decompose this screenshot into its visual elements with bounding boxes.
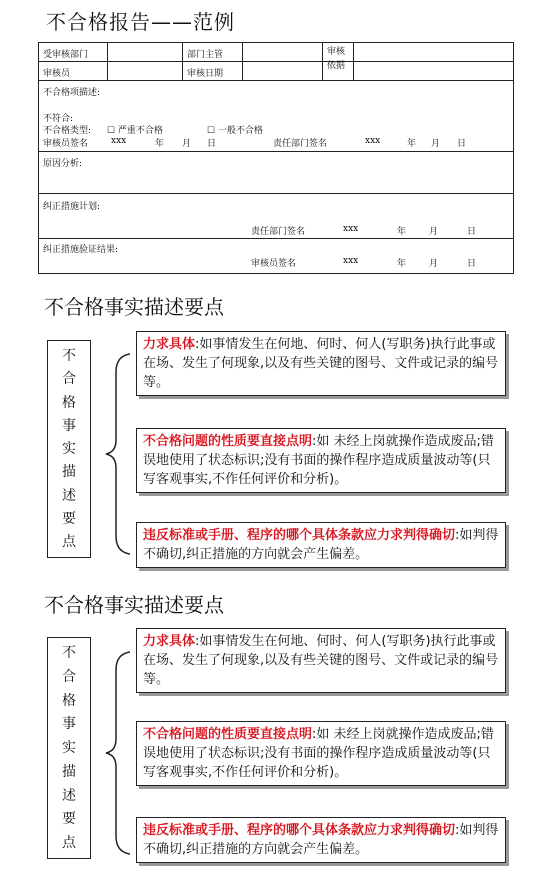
- vertical-char: 合: [62, 371, 76, 388]
- corrective-plan-label: 纠正措施计划:: [43, 202, 101, 212]
- point-box: [136, 721, 506, 786]
- nonconforming-label: 不符合:: [43, 114, 74, 124]
- point-text: :如 未经上岗就操作造成废品;错误地使用了状态标识;没有书面的操作程序造成质量波动等(只写客观事实,不作任何评价和分析)。: [143, 727, 494, 780]
- vertical-char: 述: [62, 787, 76, 804]
- verification-sign-year: 年: [397, 259, 407, 269]
- vertical-char: 点: [62, 534, 76, 550]
- auditor-sign-month: 月: [182, 139, 192, 149]
- auditor-sign-day: 日: [207, 139, 217, 149]
- major-nc-checkbox[interactable]: ☐ 严重不合格: [107, 126, 163, 136]
- auditor-sign-year: 年: [155, 139, 165, 149]
- vertical-char: 格: [62, 394, 76, 411]
- vertical-char: 实: [62, 740, 76, 756]
- vertical-char: 描: [62, 763, 76, 780]
- dept-head-label: 部门主管: [187, 50, 224, 60]
- vertical-char: 不: [62, 348, 76, 364]
- point-box: [136, 331, 506, 396]
- vertical-char: 事: [62, 716, 76, 733]
- plan-sign-month: 月: [429, 227, 439, 237]
- point-highlight: 不合格问题的性质要直接点明: [143, 727, 313, 742]
- vertical-char: 实: [62, 441, 76, 457]
- audit-date-label: 审核日期: [187, 69, 224, 79]
- point-text: :如事情发生在何地、何时、何人(写职务)执行此事或在场、发生了何现象,以及有些关键的图号、文件或记录的编号等。: [143, 337, 499, 390]
- point-box: [136, 522, 506, 568]
- vertical-char: 要: [62, 510, 76, 527]
- vertical-char: 格: [62, 692, 76, 709]
- vertical-label-box: [47, 340, 91, 558]
- verification-sign-day: 日: [467, 259, 477, 269]
- point-highlight: 力求具体: [143, 634, 196, 649]
- vertical-char: 点: [62, 835, 76, 851]
- verification-auditor-sign-label: 审核员签名: [251, 259, 297, 269]
- point-highlight: 违反标准或手册、程序的哪个具体条款应力求判得确切: [143, 528, 456, 543]
- vertical-char: 描: [62, 464, 76, 481]
- auditor-sign-value: xxx: [111, 136, 127, 146]
- brace-icon: [104, 650, 134, 856]
- section-title: 不合格事实描述要点: [44, 593, 224, 617]
- nc-description-label: 不合格项描述:: [43, 88, 101, 98]
- responsible-sign-year: 年: [407, 139, 417, 149]
- point-box: [136, 428, 506, 493]
- verification-sign-value: xxx: [343, 256, 359, 266]
- vertical-char: 要: [62, 811, 76, 828]
- nonconformity-report-form: [38, 42, 514, 274]
- point-text: :如 未经上岗就操作造成废品;错误地使用了状态标识;没有书面的操作程序造成质量波动等(只写客观事实,不作任何评价和分析)。: [143, 434, 494, 487]
- vertical-char: 不: [62, 645, 76, 661]
- point-text: :如事情发生在何地、何时、何人(写职务)执行此事或在场、发生了何现象,以及有些关键的图号、文件或记录的编号等。: [143, 634, 499, 687]
- plan-sign-year: 年: [397, 227, 407, 237]
- brace-icon: [104, 352, 134, 556]
- point-text: :如判得不确切,纠正措施的方向就会产生偏差。: [143, 528, 499, 562]
- point-highlight: 力求具体: [143, 337, 196, 352]
- point-text: :如判得不确切,纠正措施的方向就会产生偏差。: [143, 823, 499, 857]
- responsible-sign-label: 责任部门签名: [273, 139, 328, 149]
- minor-nc-checkbox[interactable]: ☐ 一般不合格: [207, 126, 263, 136]
- plan-responsible-sign-label: 责任部门签名: [251, 227, 306, 237]
- plan-sign-day: 日: [467, 227, 477, 237]
- responsible-sign-day: 日: [457, 139, 467, 149]
- vertical-char: 事: [62, 417, 76, 434]
- point-box: [136, 817, 506, 863]
- plan-sign-value: xxx: [343, 224, 359, 234]
- nc-type-label: 不合格类型:: [43, 126, 92, 136]
- section-title: 不合格事实描述要点: [44, 295, 224, 319]
- vertical-char: 合: [62, 668, 76, 685]
- point-highlight: 不合格问题的性质要直接点明: [143, 434, 313, 449]
- auditor-sign-label: 审核员签名: [43, 139, 89, 149]
- vertical-char: 述: [62, 487, 76, 504]
- point-box: [136, 628, 506, 693]
- page-title: 不合格报告——范例: [46, 10, 235, 34]
- point-highlight: 违反标准或手册、程序的哪个具体条款应力求判得确切: [143, 823, 456, 838]
- responsible-sign-value: xxx: [365, 136, 381, 146]
- verification-label: 纠正措施验证结果:: [43, 245, 119, 255]
- vertical-label-box: [47, 637, 91, 859]
- auditor-label: 审核员: [43, 69, 71, 79]
- responsible-sign-month: 月: [431, 139, 441, 149]
- cause-analysis-label: 原因分析:: [43, 159, 83, 169]
- verification-sign-month: 月: [429, 259, 439, 269]
- audited-dept-label: 受审核部门: [43, 50, 89, 60]
- audit-basis-label: 审核依据: [327, 47, 346, 71]
